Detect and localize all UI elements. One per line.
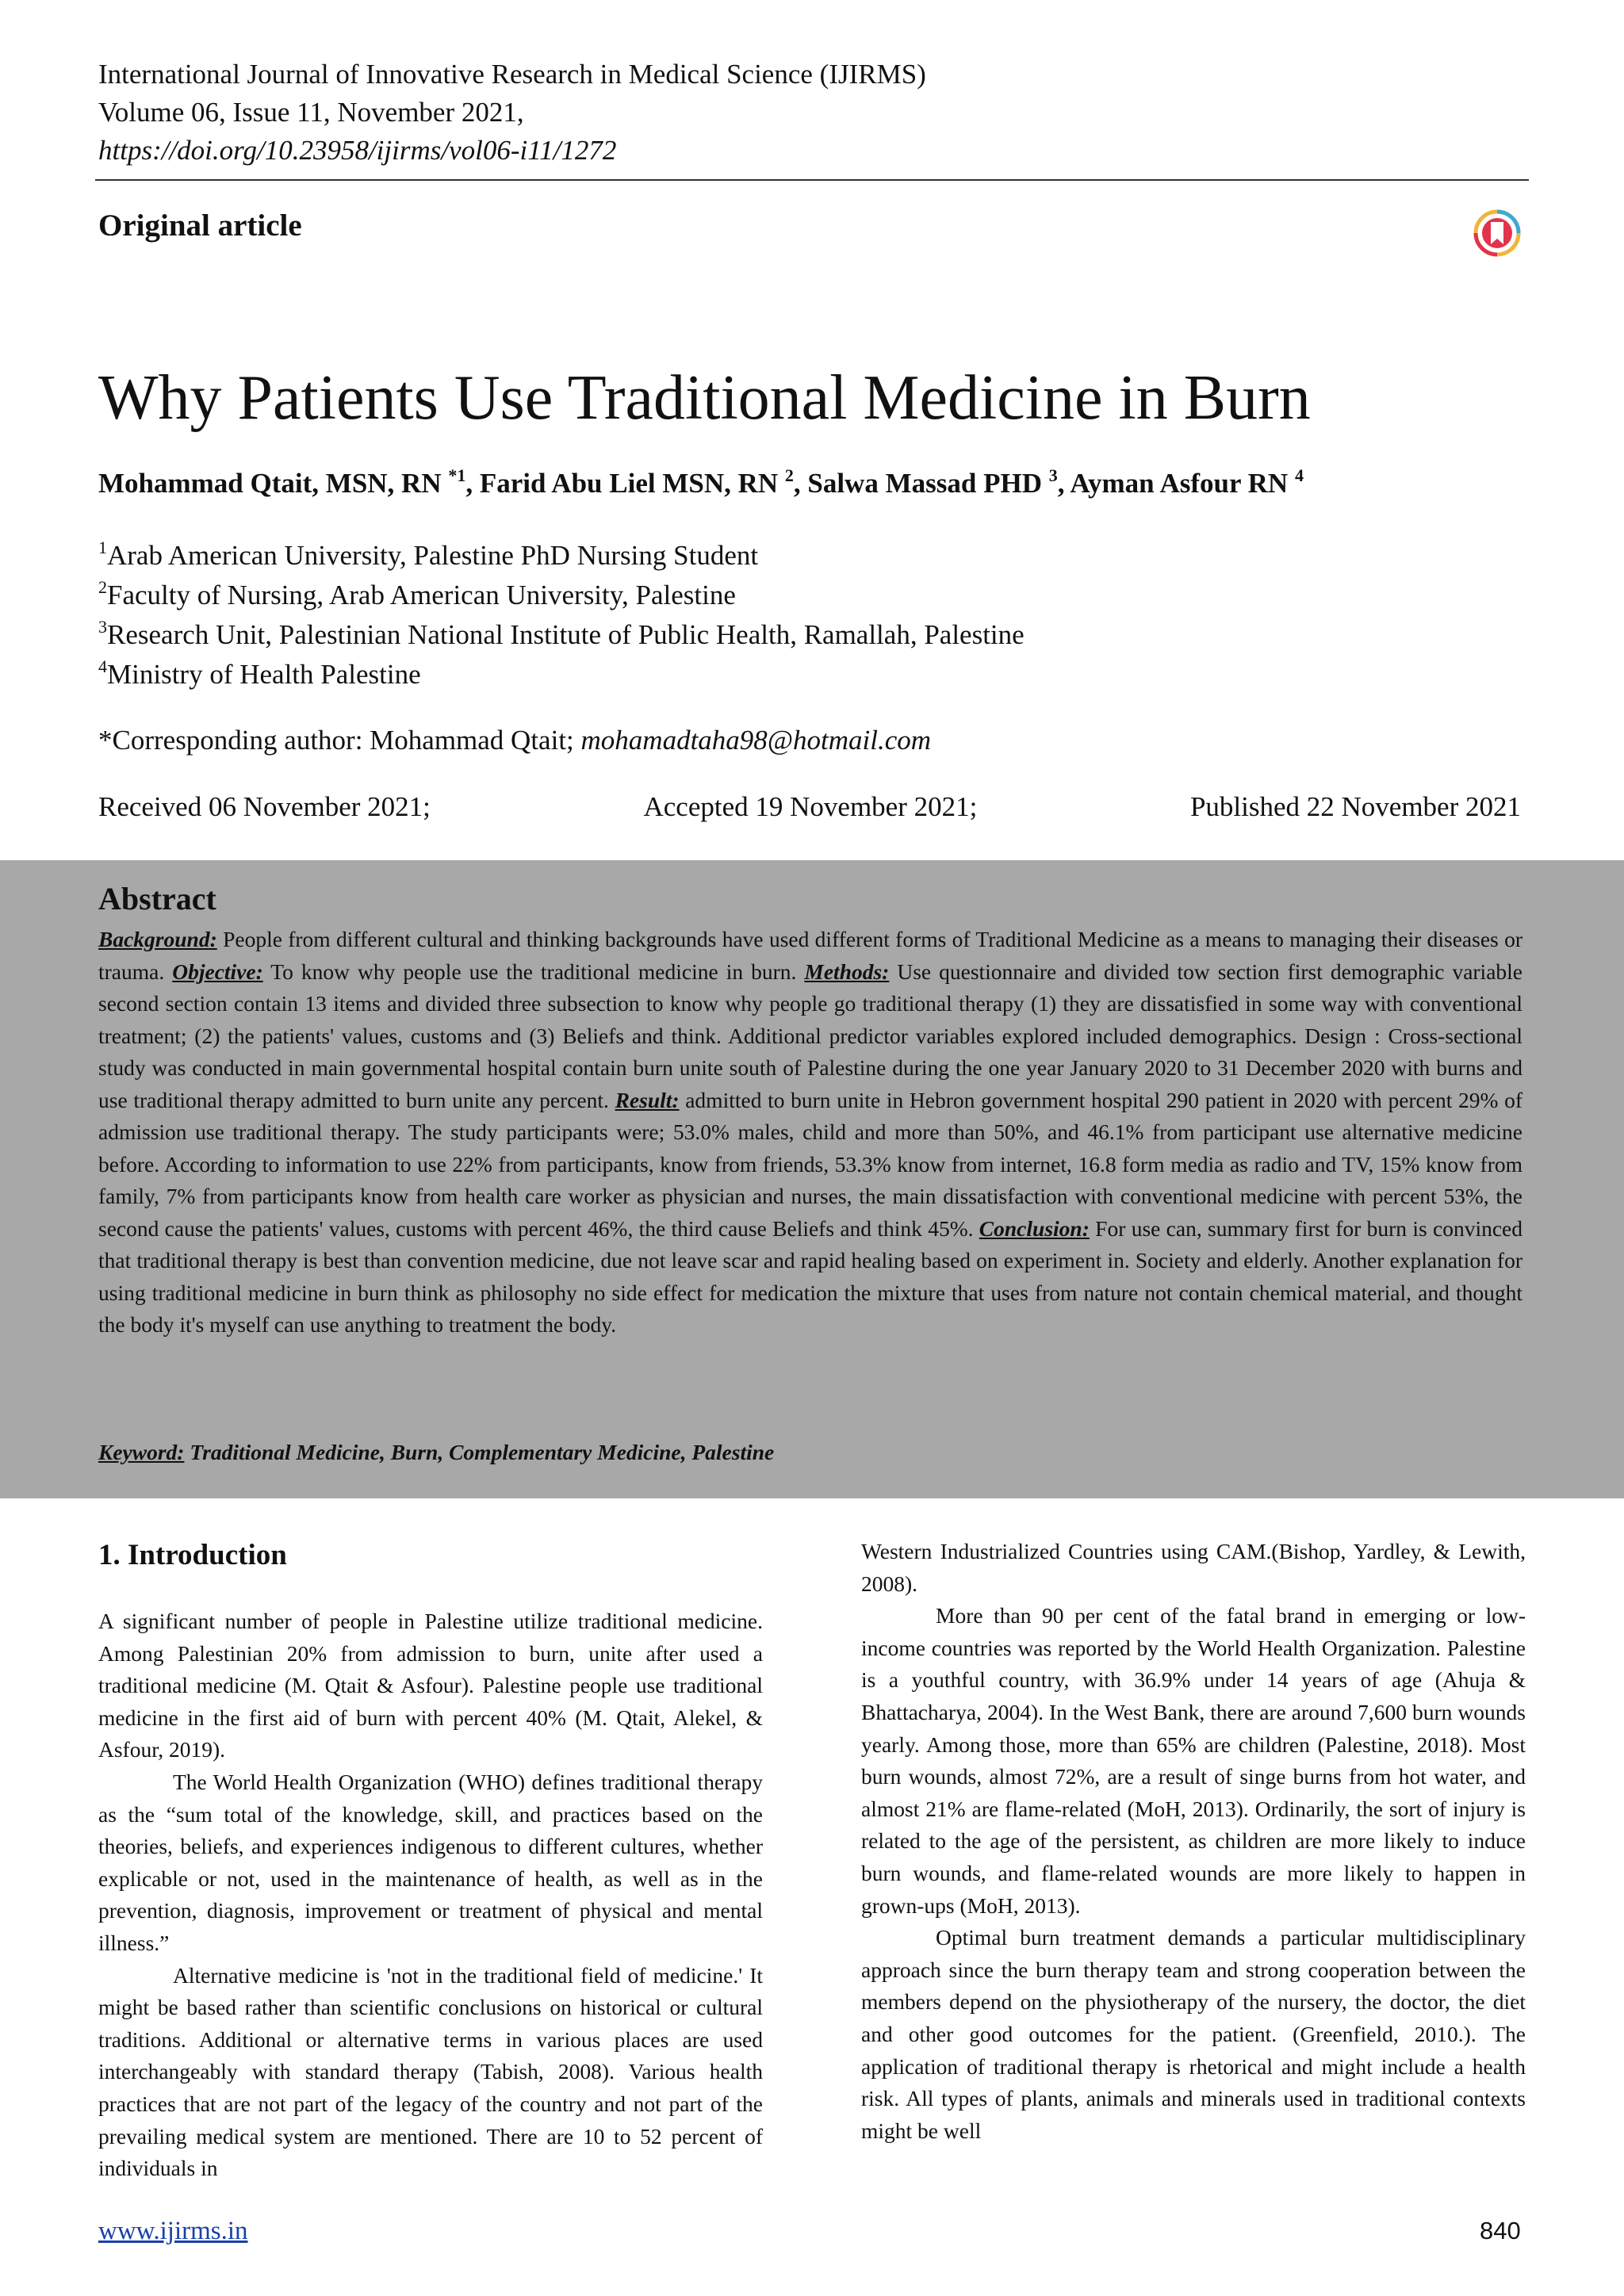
keywords bbox=[98, 1440, 774, 1465]
abstract-text bbox=[98, 924, 1522, 1341]
published-date: Published 22 November 2021 bbox=[1189, 791, 1521, 822]
conclusion-text: For use can, summary first for burn is convinced that traditional therapy is best than convention medicine, due not leave scar and rapid healing based on experiment in. Society and elderly. Another explanation for using traditional medicine in burn think as philosophy no side effect for medication the mixture that uses from nature not contain chemical material, and thought the body it's myself can use anything to treatment the body. bbox=[98, 1215, 1522, 1337]
article-dates bbox=[98, 791, 1521, 823]
body-paragraph: More than 90 per cent of the fatal brand in emerging or low-income countries was reported by the World Health Organization. Palestine is a youthful country, with 36.9% under 14 years of age (Ahuja & Bhattacharya, 2004). In the West Bank, there are around 7,600 burn wounds yearly. Among those, more than 65% are children (Palestine, 2018). Most burn wounds, almost 72%, are a result of singe burns from hot water, and almost 21% are flame-related (MoH, 2013). Ordinarily, the sort of injury is related to the age of the persistent, as children are more likely to induce burn wounds, and flame-related wounds are more likely to happen in grown-ups (MoH, 2013). bbox=[861, 1603, 1526, 1918]
affiliation: $^1$Arab American University, Palestine PhD Nursing Student bbox=[98, 538, 759, 571]
author-name: Ayman Asfour RN bbox=[1070, 468, 1295, 499]
author-email-link[interactable]: mohamadtaha98@hotmail.com bbox=[580, 725, 932, 756]
body-paragraph: The World Health Organization (WHO) defines traditional therapy as the “sum total of the knowledge, skill, and practices based on the theories, beliefs, and experiences indigenous to different cultures, whether explicable or not, used in the maintenance of health, as well as in the prevention, diagnosis, improvement or treatment of physical and mental illness.” bbox=[98, 1769, 763, 1955]
left-column bbox=[98, 1605, 763, 2185]
keywords-text: Traditional Medicine, Burn, Complementary Medicine, Palestine bbox=[184, 1440, 775, 1464]
conclusion-label: Conclusion: bbox=[979, 1215, 1090, 1241]
affiliation: $^2$Faculty of Nursing, Arab American University, Palestine bbox=[98, 577, 736, 610]
affiliation: $^3$Research Unit, Palestinian National Institute of Public Health, Ramallah, Palestine bbox=[98, 617, 1025, 650]
methods-label: Methods: bbox=[804, 959, 890, 984]
body-paragraph: Optimal burn treatment demands a particular multidisciplinary approach since the burn therapy team and strong cooperation between the members depend on the physiotherapy of the nursery, the doctor, the diet and other good outcomes for the patient. (Greenfield, 2010.). The application of traditional therapy is rhetorical and might include a health risk. All types of plants, animals and minerals used in traditional contexts might be well bbox=[861, 1925, 1526, 2143]
result-text: admitted to burn unite in Hebron government hospital 290 patient in 2020 with percent 29% of admission use traditional therapy. The study participants were; 53.0% males, child and more than 50%, and 46.1% from participant use alternative medicine before. According to information to use 22% from participants, know from friends, 53.3% know from internet, 16.8 form media as radio and TV, 15% know from family, 7% from participants know from health care worker as physician and nurses, the main dissatisfaction with conventional medicine with percent 53%, the second cause the patients' values, customs with percent 46%, the third cause Beliefs and think 45%. bbox=[98, 1087, 1522, 1241]
body-paragraph: Alternative medicine is 'not in the traditional field of medicine.' It might be based rather than scientific conclusions on historical or cultural traditions. Additional or alternative terms in various places are used interchangeably with standard therapy (Tabish, 2008). Various health practices that are not part of the legacy of the country and not part of the prevailing medical system are mentioned. There are 10 to 52 percent of individuals in bbox=[98, 1962, 763, 2181]
objective-label: Objective: bbox=[172, 959, 263, 984]
article-type: Original article bbox=[98, 209, 302, 243]
author-list: Mohammad Qtait, MSN, RN $^{*1}$, Farid Abu Liel MSN, RN $^2$, Salwa Massad PHD $^3$, Ayman Asfour RN $^4$ bbox=[98, 465, 1304, 499]
author-affiliation-mark: 2 bbox=[784, 465, 794, 485]
doi-link[interactable]: https://doi.org/10.23958/ijirms/vol06-i11/1272 bbox=[98, 135, 617, 166]
received-date: Received 06 November 2021; bbox=[98, 791, 431, 822]
author-name: Farid Abu Liel MSN, RN bbox=[479, 468, 785, 499]
right-column bbox=[861, 1536, 1526, 2147]
corresponding-author bbox=[98, 725, 931, 756]
affiliation-list bbox=[98, 536, 1025, 695]
author-affiliation-mark: 3 bbox=[1048, 465, 1058, 485]
objective-text: To know why people use the traditional medicine in burn. bbox=[262, 959, 805, 984]
background-text: People from different cultural and thinking backgrounds have used different forms of Traditional Medicine as a means to managing their diseases or trauma. bbox=[98, 927, 1522, 984]
body-paragraph: A significant number of people in Palestine utilize traditional medicine. Among Palestinian 20% from admission to burn, unite after used a traditional medicine (M. Qtait & Asfour). Palestine people use traditional medicine in the first aid of burn with percent 40% (M. Qtait, Alekel, & Asfour, 2019). bbox=[98, 1609, 763, 1762]
journal-header bbox=[98, 55, 926, 170]
author-affiliation-mark: *1 bbox=[448, 465, 466, 485]
page-number: 840 bbox=[1480, 2217, 1521, 2244]
body-paragraph: Western Industrialized Countries using CAM.(Bishop, Yardley, & Lewith, 2008). bbox=[861, 1539, 1526, 1596]
affiliation: $^4$Ministry of Health Palestine bbox=[98, 656, 421, 690]
methods-text: Use questionnaire and divided tow section first demographic variable second section contain 13 items and divided three subsection to know why people go traditional therapy (1) they are dissatisfied in some way with conventional treatment; (2) the patients' values, customs and (3) Beliefs and think. Additional predictor variables explored included demographics. Design : Cross-sectional study was conducted in main governmental hospital contain burn unite south of Palestine during the one year January 2020 to 31 December 2020 with burns and use traditional therapy admitted to burn unite any percent. bbox=[98, 959, 1522, 1112]
section-heading: 1. Introduction bbox=[98, 1539, 287, 1571]
journal-issue: Volume 06, Issue 11, November 2021, bbox=[98, 97, 524, 128]
author-name: Mohammad Qtait, MSN, RN bbox=[98, 468, 449, 499]
paper-title: Why Patients Use Traditional Medicine in Burn bbox=[98, 363, 1311, 433]
accepted-date: Accepted 19 November 2021; bbox=[643, 791, 978, 822]
background-label: Background: bbox=[98, 927, 217, 951]
author-name: Salwa Massad PHD bbox=[807, 468, 1049, 499]
corresponding-label: *Corresponding author: Mohammad Qtait; bbox=[98, 725, 581, 756]
author-affiliation-mark: 4 bbox=[1294, 465, 1304, 485]
result-label: Result: bbox=[615, 1087, 680, 1112]
abstract-heading: Abstract bbox=[98, 881, 216, 916]
header-divider bbox=[95, 179, 1529, 181]
crossmark-icon[interactable] bbox=[1473, 209, 1521, 257]
journal-name: International Journal of Innovative Research in Medical Science (IJIRMS) bbox=[98, 59, 926, 90]
keywords-label: Keyword: bbox=[98, 1440, 185, 1464]
journal-website-link[interactable]: www.ijirms.in bbox=[98, 2217, 248, 2245]
